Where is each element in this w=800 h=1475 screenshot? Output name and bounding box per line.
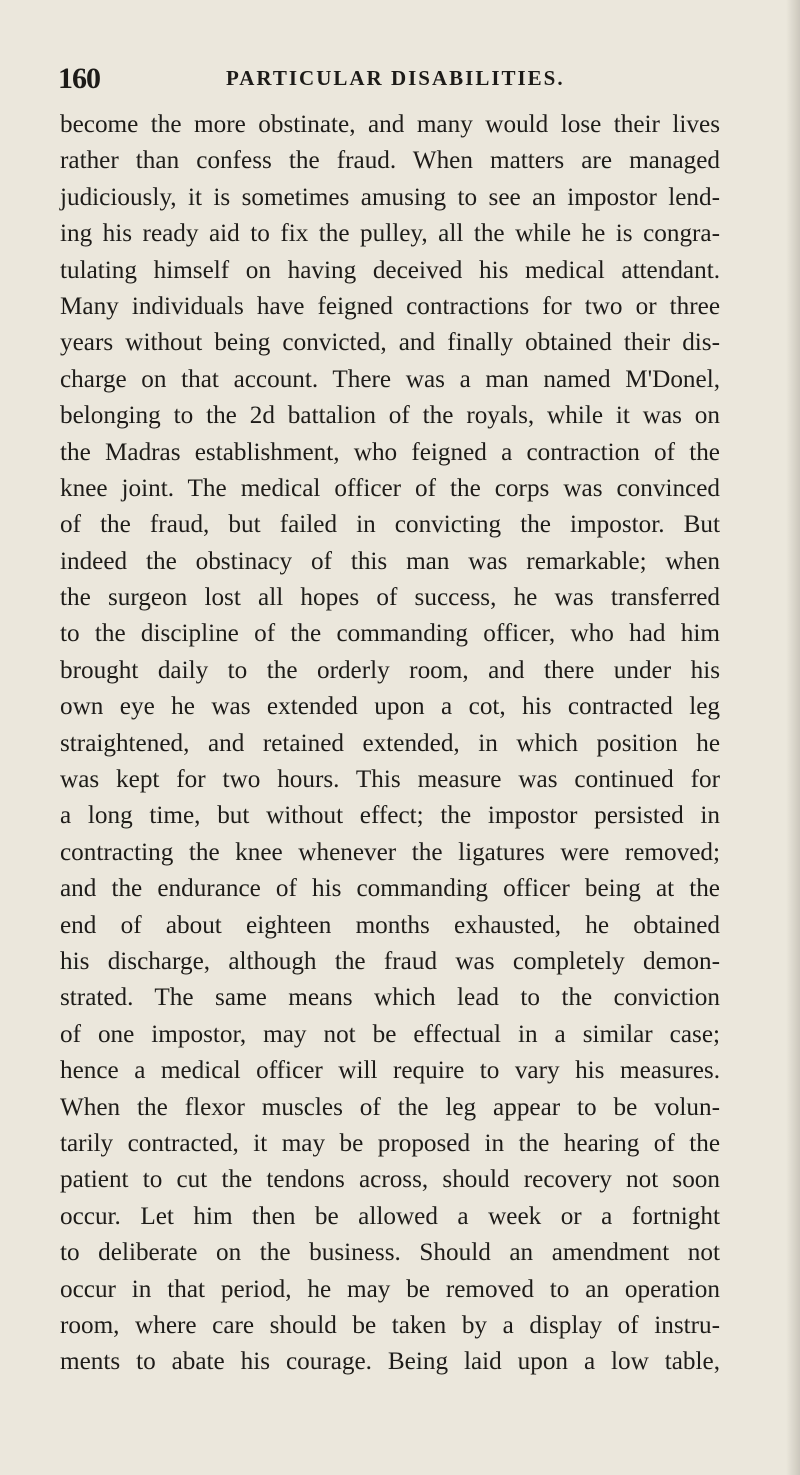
- text-line: the Madras establishment, who feigned a contraction of the: [60, 438, 720, 466]
- page-header: [58, 62, 718, 102]
- text-line: become the more obstinate, and many would lose their lives: [60, 111, 720, 138]
- text-line: to deliberate on the business. Should an amendment not: [60, 1239, 720, 1267]
- text-line: a long time, but without effect; the impostor persisted in: [60, 802, 720, 830]
- text-line: ments to abate his courage. Being laid upon a low table,: [60, 1348, 720, 1376]
- text-line: brought daily to the orderly room, and there under his: [60, 656, 720, 684]
- text-line: his discharge, although the fraud was completely demon-: [60, 947, 720, 975]
- text-line: was kept for two hours. This measure was continued for: [60, 766, 720, 794]
- text-line: own eye he was extended upon a cot, his contracted leg: [60, 693, 720, 721]
- text-line: occur. Let him then be allowed a week or a fortnight: [60, 1202, 720, 1230]
- text-line: ing his ready aid to fix the pulley, all the while he is congra-: [60, 220, 720, 248]
- page-edge-shadow: [786, 0, 800, 1475]
- text-line: occur in that period, he may be removed to an operation: [60, 1275, 720, 1303]
- text-line: rather than confess the fraud. When matters are managed: [60, 147, 720, 175]
- text-line: When the flexor muscles of the leg appear to be volun-: [60, 1093, 720, 1121]
- page-number: 160: [58, 62, 100, 95]
- text-line: knee joint. The medical officer of the corps was convinced: [60, 474, 720, 502]
- text-line: to the discipline of the commanding officer, who had him: [60, 620, 720, 648]
- text-line: judiciously, it is sometimes amusing to see an impostor lend-: [60, 183, 720, 211]
- text-line: indeed the obstinacy of this man was remarkable; when: [60, 547, 720, 575]
- text-line: charge on that account. There was a man named M'Donel,: [60, 365, 720, 393]
- text-line: of the fraud, but failed in convicting the impostor. But: [60, 511, 720, 539]
- text-line: straightened, and retained extended, in which position he: [60, 729, 720, 757]
- text-line: contracting the knee whenever the ligatures were removed;: [60, 838, 720, 866]
- text-line: Many individuals have feigned contractions for two or three: [60, 292, 720, 320]
- text-line: hence a medical officer will require to vary his measures.: [60, 1057, 720, 1085]
- text-line: and the endurance of his commanding officer being at the: [60, 875, 720, 903]
- text-line: of one impostor, may not be effectual in a similar case;: [60, 1020, 720, 1048]
- text-line: strated. The same means which lead to the conviction: [60, 984, 720, 1012]
- text-line: patient to cut the tendons across, should recovery not soon: [60, 1166, 720, 1194]
- text-line: belonging to the 2d battalion of the royals, while it was on: [60, 402, 720, 430]
- text-line: the surgeon lost all hopes of success, he was transferred: [60, 584, 720, 612]
- running-head: PARTICULAR DISABILITIES.: [226, 66, 565, 90]
- text-line: years without being convicted, and finally obtained their dis-: [60, 329, 720, 357]
- body-text: [60, 107, 720, 1381]
- text-line: tarily contracted, it may be proposed in the hearing of the: [60, 1129, 720, 1157]
- text-line: end of about eighteen months exhausted, he obtained: [60, 911, 720, 939]
- text-line: room, where care should be taken by a display of instru-: [60, 1311, 720, 1339]
- text-line: tulating himself on having deceived his medical attendant.: [60, 256, 720, 284]
